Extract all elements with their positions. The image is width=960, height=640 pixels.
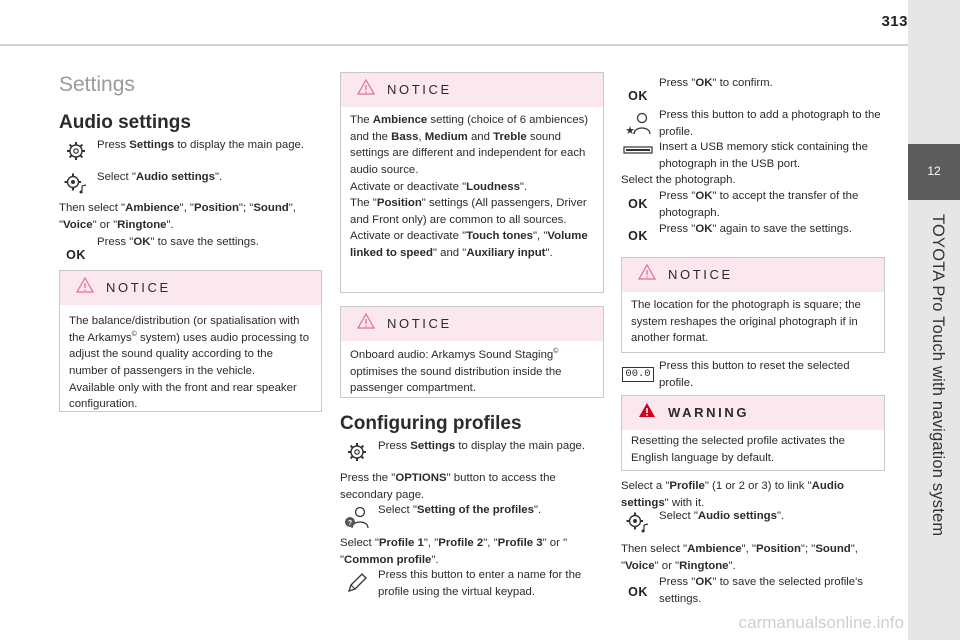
notice-box-ambience <box>340 72 604 293</box>
step-settings: Press Settings to display the main page. <box>59 137 324 165</box>
ok-button-icon: OK <box>628 196 648 211</box>
chapter-title: TOYOTA Pro Touch with navigation system <box>929 214 947 537</box>
chapter-number: 12 <box>927 164 941 179</box>
warning-triangle-icon <box>638 402 656 424</box>
caution-triangle-icon <box>357 313 375 335</box>
step-settings: Press Settings to display the main page. <box>340 438 605 466</box>
notice-title: NOTICE <box>387 81 452 97</box>
notice-box-arkamys <box>340 306 604 398</box>
step-audio-settings: Select "Audio settings". <box>621 508 883 536</box>
notice-title: NOTICE <box>387 315 452 331</box>
ok-button-icon: OK <box>628 228 648 243</box>
notice-header <box>341 307 603 341</box>
profile-settings-icon <box>340 502 374 532</box>
warning-header <box>622 396 884 430</box>
add-photo-icon <box>621 107 655 139</box>
ok-button-icon: OK <box>628 88 648 103</box>
step-ok: OK Press "OK" to save the settings. <box>59 234 324 264</box>
ok-button-icon: OK <box>66 247 86 262</box>
step-reset-profile: 00.0 Press this button to reset the selected profile. <box>621 358 883 391</box>
notice-box-photo <box>621 257 885 353</box>
configuring-profiles-title: Configuring profiles <box>340 413 522 434</box>
notice-text: The Ambience setting (choice of 6 ambiences) and the Bass, Medium and Treble sound settings are different and independent for each audio source. Activate or deactivate "Loudness". The "Position" settings (All passengers, Driver and Front only) are common to all sources. Activate or deactivate "Touch tones", "Volume linked to speed" and "Auxiliary input". <box>350 114 589 260</box>
link-profile-text: Select a "Profile" (1 or 2 or 3) to link "Audio settings" with it. <box>621 480 844 509</box>
svg-text:★: ★ <box>625 124 635 136</box>
step-confirm: OK Press "OK" to confirm. <box>621 75 883 105</box>
notice-text: The location for the photograph is square; the system reshapes the original photograph if in another format. <box>631 299 861 345</box>
then-select-text: Then select "Ambience", "Position"; "Sound", "Voice" or "Ringtone". <box>59 202 296 231</box>
step-save-profile: OK Press "OK" to save the selected profile's settings. <box>621 574 883 610</box>
notice-text: The balance/distribution (or spatialisation with the Arkamys© system) uses audio processing to adjust the sound quality according to the number of passengers in the vehicle. Available only with the front and rear speaker configuration. <box>69 315 310 411</box>
select-profile-text: Select "Profile 1", "Profile 2", "Profile 3" or " "Common profile". <box>340 537 568 566</box>
step-add-photo: ★ Press this button to add a photograph to the profile. <box>621 107 883 140</box>
settings-gear-icon <box>340 438 374 466</box>
then-select-text: Then select "Ambience", "Position"; "Sound", "Voice" or "Ringtone". <box>621 543 858 572</box>
step-setting-profiles: ? Select "Setting of the profiles". <box>340 502 605 532</box>
notice-header <box>60 271 321 305</box>
ok-button-icon: OK <box>628 584 648 599</box>
step-accept-transfer: OK Press "OK" to accept the transfer of the photograph. <box>621 188 883 221</box>
subsection-title: Audio settings <box>59 112 191 133</box>
warning-text: Resetting the selected profile activates the English language by default. <box>631 435 846 464</box>
notice-header <box>622 258 884 292</box>
select-photo-text: Select the photograph. <box>621 174 736 186</box>
step-insert-usb: Insert a USB memory stick containing the photograph in the USB port. <box>621 139 883 172</box>
caution-triangle-icon <box>357 79 375 101</box>
step-audio-settings: Select "Audio settings". <box>59 169 324 197</box>
usb-port-icon <box>621 139 655 161</box>
page-number: 313 <box>881 13 908 30</box>
chapter-tab[interactable] <box>908 144 960 200</box>
watermark: carmanualsonline.info <box>738 613 904 633</box>
audio-settings-icon <box>621 508 655 536</box>
step-save-again: OK Press "OK" again to save the settings. <box>621 221 883 251</box>
header-rule <box>0 44 908 46</box>
settings-gear-icon <box>59 137 93 165</box>
svg-text:?: ? <box>347 520 353 527</box>
notice-title: NOTICE <box>668 266 733 282</box>
notice-header <box>341 73 603 107</box>
section-title: Settings <box>59 73 135 96</box>
audio-settings-icon <box>59 169 93 197</box>
warning-box <box>621 395 885 471</box>
notice-box <box>59 270 322 412</box>
caution-triangle-icon <box>638 264 656 286</box>
step-edit-name: Press this button to enter a name for the profile using the virtual keypad. <box>340 567 605 600</box>
warning-title: WARNING <box>668 404 750 420</box>
options-text: Press the "OPTIONS" button to access the secondary page. <box>340 472 556 501</box>
caution-triangle-icon <box>76 277 94 299</box>
pencil-icon <box>340 567 374 599</box>
reset-button-icon: 00.0 <box>621 358 655 390</box>
notice-text: Onboard audio: Arkamys Sound Staging© optimises the sound distribution inside the passenger compartment. <box>350 348 562 395</box>
notice-title: NOTICE <box>106 279 171 295</box>
